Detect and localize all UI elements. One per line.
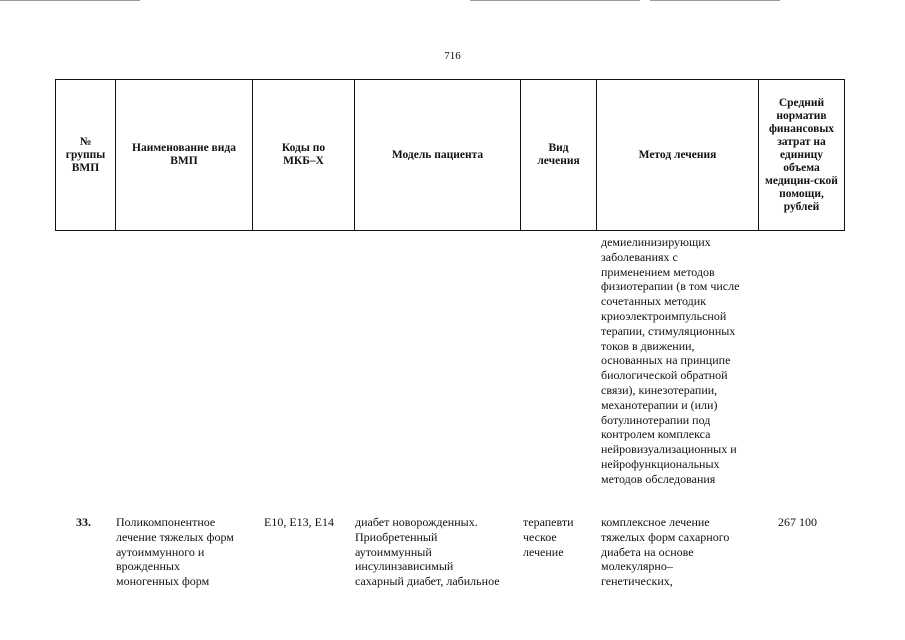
header-patient-model: Модель пациента [354, 80, 520, 230]
header-vmp-name: Наименование вида ВМП [115, 80, 252, 230]
scan-artifact [650, 0, 780, 1]
row-treatment-type: терапевти ческое лечение [523, 515, 574, 559]
header-icd-codes: Коды по МКБ–X [252, 80, 354, 230]
row-vmp-name: Поликомпонентное лечение тяжелых форм аутоиммунного и врожденных моногенных форм [116, 515, 234, 589]
header-group-no: № группы ВМП [65, 135, 106, 174]
row-icd-codes: E10, E13, E14 [264, 515, 334, 529]
continued-method-text: демиелинизирующих заболеваниях с применением методов физиотерапии (в том числе сочетанных методик криоэлектроимпульсной терапии, стимуляционных токов в движении, основанных на принципе биологической обратной связи), кинезотерапии, механотерапии и (или) ботулинотерапии под контролем комплекса нейровизуализационных и нейрофункциональных методов обследования [601, 235, 740, 486]
row-group-no: 33. [76, 515, 91, 529]
scan-artifact [470, 0, 640, 1]
page-number: 716 [444, 50, 461, 62]
header-cost-norm: Средний норматив финансовых затрат на единицу объема медицин-ской помощи, рублей [758, 80, 844, 230]
row-cost: 267 100 [778, 515, 817, 529]
scan-artifact [0, 0, 140, 1]
row-patient-model: диабет новорожденных. Приобретенный аутоиммунный инсулинзависимый сахарный диабет, лабильное [355, 515, 500, 589]
header-treatment-method: Метод лечения [596, 80, 758, 230]
header-treatment-type: Вид лечения [520, 80, 596, 230]
row-treatment-method: комплексное лечение тяжелых форм сахарного диабета на основе молекулярно– генетических, [601, 515, 730, 589]
table-header [55, 79, 845, 231]
